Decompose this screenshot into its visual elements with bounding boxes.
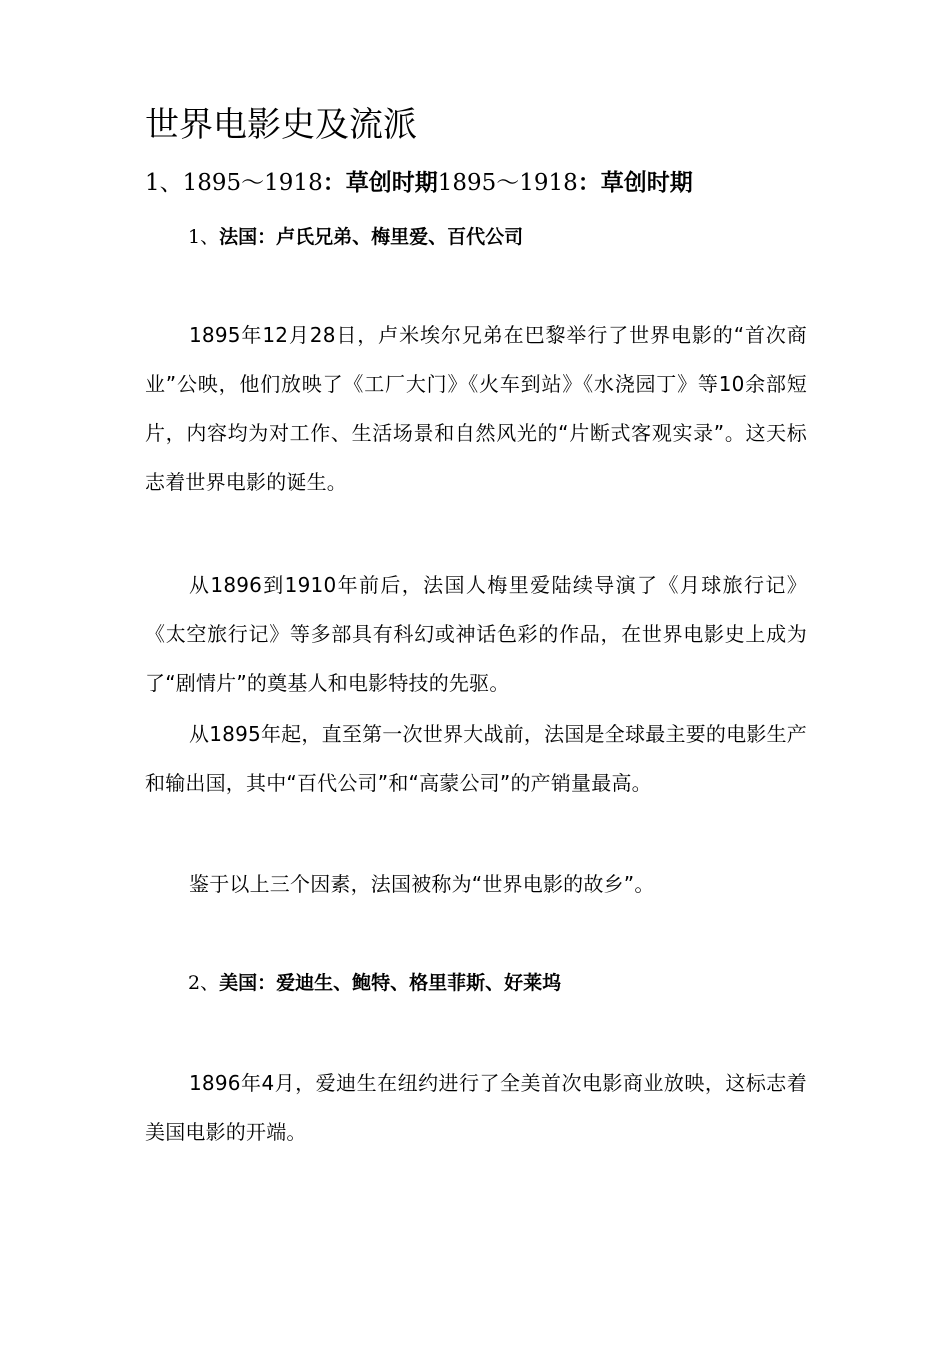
section-heading-1 [145,165,693,201]
subsection-number: 1、 [188,226,220,248]
section-colon-repeat: ： [577,170,601,196]
section-label-repeat: 草创时期 [600,170,693,196]
subsection-text: 法国：卢氏兄弟、梅里爱、百代公司 [219,226,524,248]
section-number: 1、1895～1918 [145,170,323,196]
paragraph-edison: 1896年4月，爱迪生在纽约进行了全美首次电影商业放映，这标志着美国电影的开端。 [145,1071,807,1144]
section-number-repeat: 1895～1918 [437,170,578,196]
subsection-heading-usa [188,968,561,998]
paragraph-lumiere: 1895年12月28日，卢米埃尔兄弟在巴黎举行了世界电影的“首次商业”公映，他们放映了《工厂大门》《火车到站》《水浇园丁》等10余部短片，内容均为对工作、生活场景和自然风光的“片断式客观实录”。这天标志着世界电影的诞生。 [145,323,807,494]
subsection-number: 2、 [188,972,220,994]
document-title: 世界电影史及流派 [145,105,417,145]
subsection-text: 美国：爱迪生、鲍特、格里菲斯、好莱坞 [219,972,562,994]
subsection-heading-france [188,222,523,252]
paragraph-conclusion-france: 鉴于以上三个因素，法国被称为“世界电影的故乡”。 [189,872,655,896]
paragraph-melies: 从1896到1910年前后，法国人梅里爱陆续导演了《月球旅行记》《太空旅行记》等多部具有科幻或神话色彩的作品，在世界电影史上成为了“剧情片”的奠基人和电影特技的先驱。 [145,573,807,695]
section-colon: ： [322,170,346,196]
paragraph-pathe-gaumont: 从1895年起，直至第一次世界大战前，法国是全球最主要的电影生产和输出国，其中“百代公司”和“高蒙公司”的产销量最高。 [145,722,807,795]
section-label: 草创时期 [345,170,438,196]
